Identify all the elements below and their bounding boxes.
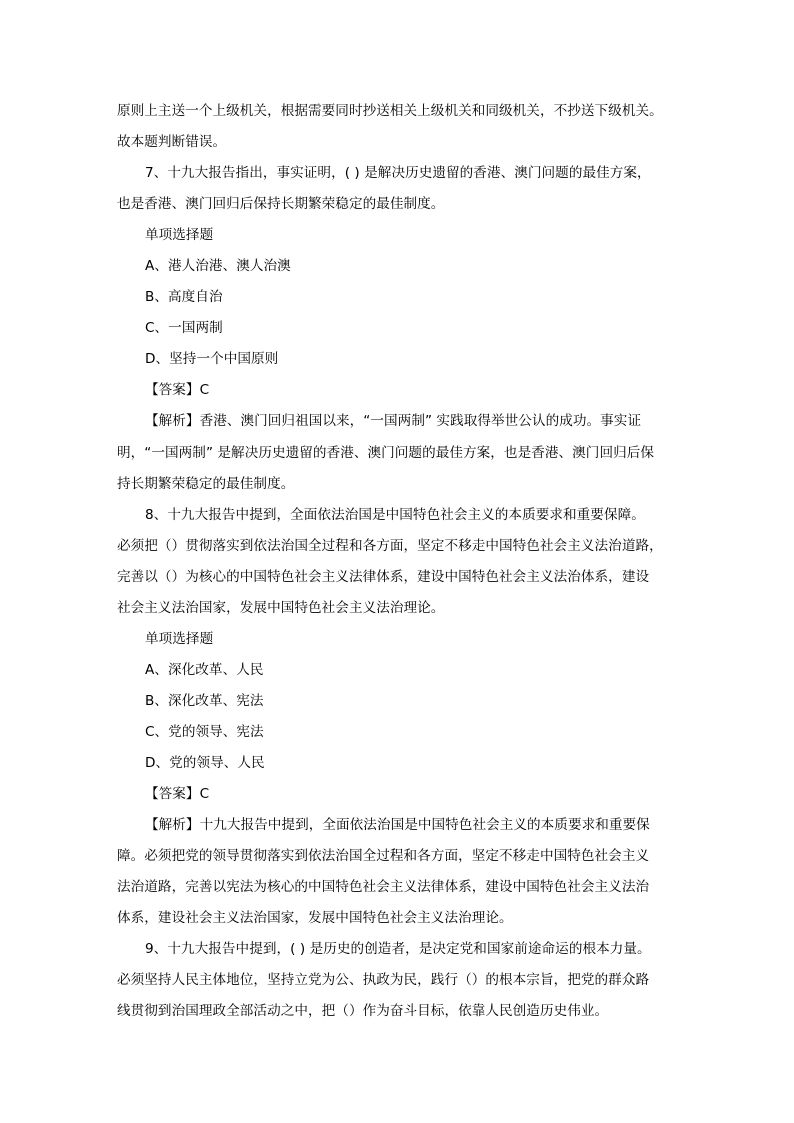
option-b: B、高度自治 [145,289,223,306]
answer-line: 【答案】C [145,382,210,399]
question-8 [117,500,679,935]
document-page [117,96,679,1027]
option-a: A、深化改革、人民 [145,661,264,678]
previous-explanation-continuation [117,96,679,158]
analysis-line: 持长期繁荣稳定的最佳制度。 [117,475,295,492]
analysis-line: 明，“一国两制” 是解决历史遗留的香港、澳门问题的最佳方案，也是香港、澳门回归后保 [117,444,655,461]
answer-line: 【答案】C [145,786,210,803]
question-type-label: 单项选择题 [145,630,214,647]
text-line: 原则上主送一个上级机关，根据需要同时抄送相关上级机关和同级机关，不抄送下级机关。 [117,103,663,119]
question-type-label: 单项选择题 [145,227,214,244]
analysis-line: 体系，建设社会主义法治国家，发展中国特色社会主义法治理论。 [117,910,513,927]
analysis-line: 【解析】香港、澳门回归祖国以来，“一国两制” 实践取得举世公认的成功。事实证 [145,413,642,430]
question-7 [117,158,679,500]
question-stem-line: 必须坚持人民主体地位，坚持立党为公、执政为民，践行（）的根本宗旨，把党的群众路 [117,972,650,989]
analysis-line: 障。必须把党的领导贯彻落实到依法治国全过程和各方面，坚定不移走中国特色社会主义 [117,848,650,865]
option-d: D、党的领导、人民 [145,754,265,771]
option-b: B、深化改革、宪法 [145,692,264,709]
analysis-line: 【解析】十九大报告中提到，全面依法治国是中国特色社会主义的本质要求和重要保 [145,817,650,834]
question-stem-line: 7、十九大报告指出，事实证明，( ) 是解决历史遗留的香港、澳门问题的最佳方案， [145,165,651,182]
question-stem-line: 线贯彻到治国理政全部活动之中，把（）作为奋斗目标，依靠人民创造历史伟业。 [117,1003,609,1020]
question-stem-line: 也是香港、澳门回归后保持长期繁荣稳定的最佳制度。 [117,196,445,213]
analysis-line: 法治道路，完善以宪法为核心的中国特色社会主义法律体系，建设中国特色社会主义法治 [117,879,650,896]
text-line: 故本题判断错误。 [117,134,227,151]
option-a: A、港人治港、澳人治澳 [145,258,291,275]
question-stem-line: 必须把（）贯彻落实到依法治国全过程和各方面，坚定不移走中国特色社会主义法治道路， [117,537,663,554]
question-stem-line: 9、十九大报告中提到，( ) 是历史的创造者，是决定党和国家前途命运的根本力量。 [145,941,651,958]
question-9 [117,934,679,1027]
question-stem-line: 完善以（）为核心的中国特色社会主义法律体系，建设中国特色社会主义法治体系，建设 [117,568,650,585]
question-stem-line: 社会主义法治国家，发展中国特色社会主义法治理论。 [117,599,445,616]
option-c: C、党的领导、宪法 [145,723,264,740]
option-d: D、坚持一个中国原则 [145,351,279,368]
question-stem-line: 8、十九大报告中提到，全面依法治国是中国特色社会主义的本质要求和重要保障。 [145,506,645,523]
option-c: C、一国两制 [145,320,223,337]
